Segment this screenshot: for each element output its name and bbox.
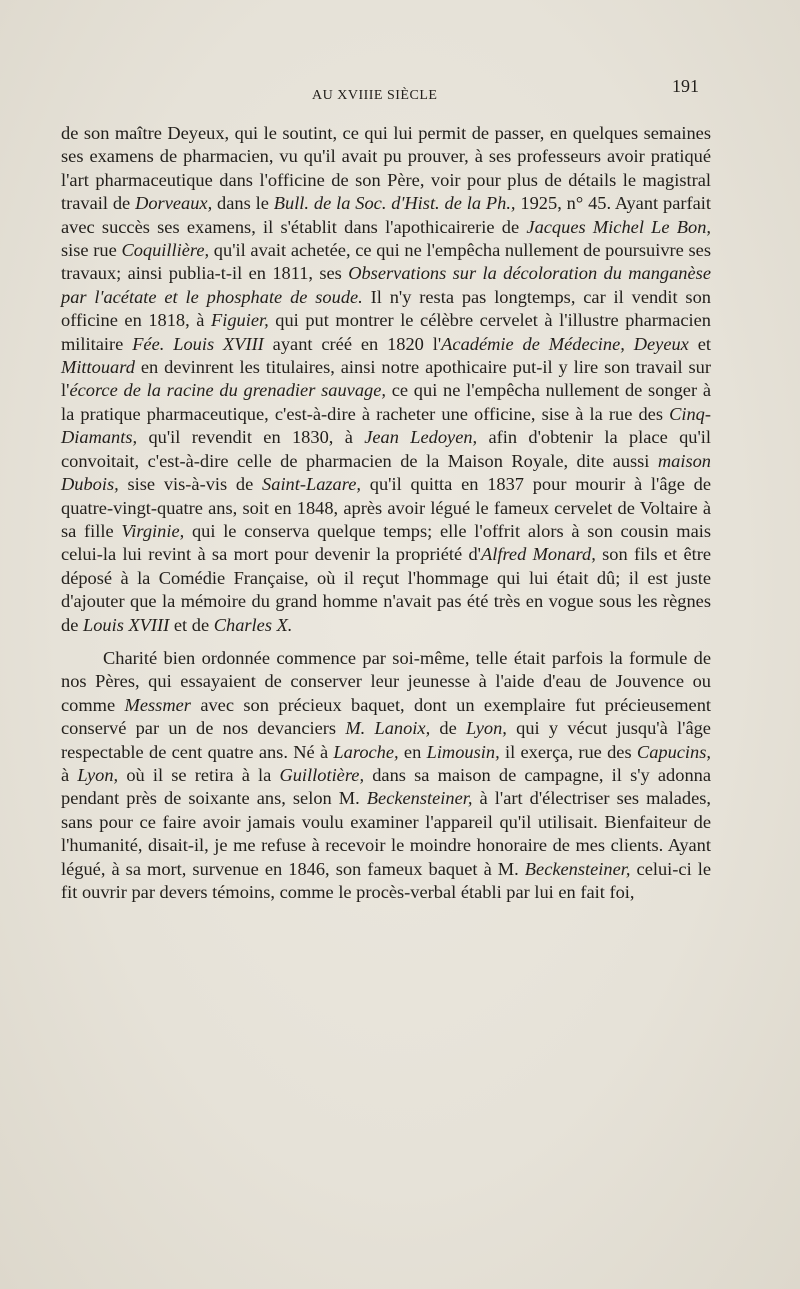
italic-run: Jacques Michel Le Bon, bbox=[526, 216, 712, 237]
text-run: qui le conserva quelque temps; elle l'offrit alors à son cousin mais celui-la lui revint à sa mort pour devenir la propriété d' bbox=[61, 520, 711, 565]
text-run: où il se retira à la bbox=[118, 764, 280, 785]
text-run: Charité bien ordonnée commence par soi-même, telle était parfois la formule de nos Pères, qui essayaient de conserver leur jeunesse à l'aide d'eau de Jouvence ou comme bbox=[61, 647, 711, 715]
text-run: avec son précieux baquet, dont un exemplaire fut précieusement conservé par un de nos devanciers bbox=[61, 694, 711, 739]
italic-run: Guillotière, bbox=[279, 764, 365, 785]
italic-run: M. Lanoix, bbox=[345, 718, 431, 739]
text-run: qu'il quitta en 1837 pour mourir à l'âge de quatre-vingt-quatre ans, soit en 1848, après avoir légué le fameux cervelet de Voltaire à sa fille bbox=[61, 474, 711, 541]
text-run: en devinrent les titulaires, ainsi notre apothicaire put-il y lire son travail sur l' bbox=[61, 357, 711, 401]
italic-run: Limousin, bbox=[426, 741, 500, 762]
italic-run: Beckensteiner, bbox=[524, 858, 631, 879]
text-run: celui-ci le fit ouvrir par devers témoins, comme le procès-verbal établi par lui en fait foi, bbox=[61, 858, 712, 902]
running-head-title: AU XVIIIE SIÈCLE bbox=[312, 88, 438, 103]
italic-run: maison Dubois, bbox=[61, 450, 711, 495]
text-run: dans sa maison de campagne, il s'y adonna pendant près de soixante ans, selon M. bbox=[61, 764, 711, 809]
italic-run: Beckensteiner, bbox=[366, 788, 473, 809]
paragraph bbox=[61, 122, 711, 637]
text-run: 1925, n° 45. Ayant parfait avec succès ses examens, il s'établit dans l'apothicairerie de bbox=[61, 193, 712, 237]
text-run: qu'il avait achetée, ce qui ne l'empêcha nullement de poursuivre ses travaux; ainsi publia-t-il en 1811, ses bbox=[61, 240, 711, 284]
italic-run: Saint-Lazare, bbox=[262, 474, 361, 495]
italic-run: Académie de Médecine, Deyeux bbox=[441, 333, 689, 354]
text-run: qu'il revendit en 1830, à bbox=[137, 427, 365, 448]
paragraph bbox=[61, 647, 711, 904]
text-run: Il n'y resta pas longtemps, car il vendit son officine en 1818, à bbox=[61, 286, 711, 331]
italic-run: Fée. Louis XVIII bbox=[132, 333, 264, 354]
italic-run: Jean Ledoyen, bbox=[364, 427, 478, 448]
italic-run: Coquillière, bbox=[121, 240, 210, 261]
text-run: sise rue bbox=[61, 240, 122, 261]
italic-run: Mittouard bbox=[61, 357, 135, 378]
text-run: afin d'obtenir la place qu'il convoitait, c'est-à-dire celle de pharmacien de la Maison Royale, dite aussi bbox=[61, 427, 711, 471]
text-run: de bbox=[430, 718, 467, 739]
text-run: qui y vécut jusqu'à l'âge respectable de cent quatre ans. Né à bbox=[61, 718, 711, 762]
italic-run: Louis XVIII bbox=[82, 614, 170, 635]
italic-run: Bull. de la Soc. d'Hist. de la Ph., bbox=[273, 193, 516, 214]
italic-run: Lyon, bbox=[77, 764, 119, 785]
italic-run: Laroche, bbox=[333, 741, 399, 762]
italic-run: Lyon, bbox=[466, 718, 507, 739]
text-run: ayant créé en 1820 l' bbox=[263, 333, 442, 354]
italic-run: Messmer bbox=[124, 694, 191, 715]
text-run: sise vis-à-vis de bbox=[118, 474, 263, 495]
italic-run: Cinq-Diamants, bbox=[61, 403, 711, 448]
italic-run: Figuier, bbox=[211, 310, 269, 331]
italic-run: Alfred Monard, bbox=[481, 544, 596, 565]
text-run: à bbox=[61, 764, 78, 785]
text-run: ce qui ne l'empêcha nullement de songer à la pratique pharmaceutique, c'est-à-dire à racheter une officine, sise à la rue des bbox=[61, 380, 711, 424]
italic-run: Virginie, bbox=[121, 520, 185, 541]
italic-run: écorce de la racine du grenadier sauvage, bbox=[69, 380, 386, 401]
text-run: de son maître Deyeux, qui le soutint, ce qui lui permit de passer, en quelques semaines ses examens de pharmacien, vu qu'il avait pu prouver, à ses professeurs avoir pratiqué l'art pharmaceutique dans l'officine de son Père, voir pour plus de détails le magistral travail de bbox=[61, 123, 711, 214]
text-run: il exerça, rue des bbox=[499, 741, 637, 762]
italic-run: Capucins, bbox=[636, 741, 711, 762]
text-run: et bbox=[688, 333, 711, 354]
text-run: son fils et être déposé à la Comédie Française, où il reçut l'hommage qui lui était dû; il est juste d'ajouter que la mémoire du grand homme n'avait pas été très en vogue sous les règnes de bbox=[61, 544, 711, 635]
body-text bbox=[61, 122, 711, 904]
text-run: dans le bbox=[212, 193, 274, 214]
italic-run: Dorveaux, bbox=[135, 193, 213, 214]
italic-run: Observations sur la décoloration du manganèse par l'acétate et le phosphate de soude. bbox=[61, 263, 711, 307]
text-run: à l'art d'électriser ses malades, sans pour ce faire avoir jamais voulu examiner l'appareil qu'il utilisait. Bienfaiteur de l'humanité, disait-il, je me refuse à recevoir le moindre honoraire de mes clients. Ayant légué, à sa mort, survenue en 1846, son fameux baquet à M. bbox=[61, 788, 711, 879]
running-head bbox=[0, 76, 800, 112]
page-number: 191 bbox=[672, 76, 699, 96]
text-run: qui put montrer le célèbre cervelet à l'illustre pharmacien militaire bbox=[61, 310, 711, 354]
italic-run: Charles X. bbox=[213, 614, 293, 635]
text-run: et de bbox=[169, 614, 214, 635]
text-run: en bbox=[398, 741, 427, 762]
